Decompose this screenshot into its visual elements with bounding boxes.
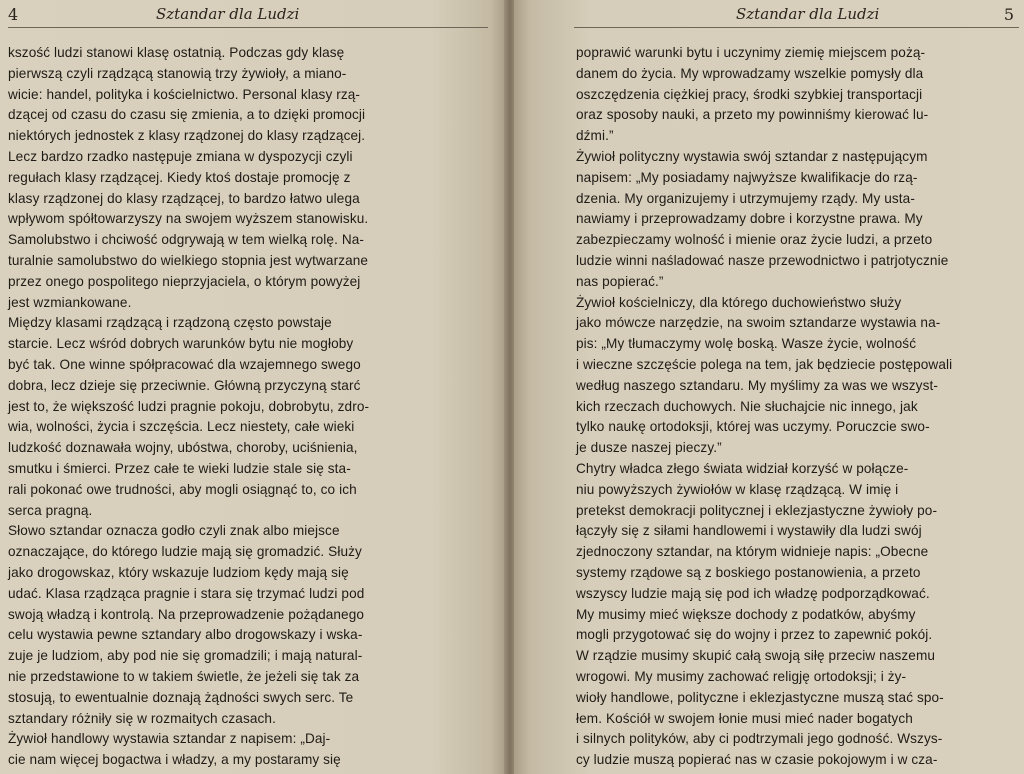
text-line: Żywioł kościelniczy, dla którego duchowieństwo służy [576, 294, 902, 310]
right-page-number: 5 [1003, 5, 1014, 24]
text-line: jest wzmiankowane. [8, 294, 132, 310]
text-line: nawiamy i przeprowadzamy dobre i korzystne prawa. My [576, 211, 923, 227]
text-line: pretekst demokracji politycznej i eklezjastyczne żywioły po- [576, 502, 938, 518]
text-line: swoją władzą i kontrolą. Na przeprowadzenie pożądanego [8, 606, 365, 622]
right-page-header [534, 5, 1014, 29]
text-line: niektórych jednostek z klasy rządzonej do klasy rządzącej. [8, 128, 366, 144]
text-line: i silnych polityków, aby ci podtrzymali jego godność. Wszys- [576, 731, 943, 747]
text-line: Słowo sztandar oznacza godło czyli znak albo miejsce [8, 523, 340, 539]
text-line: klasy rządzonej do klasy rządzącej, to bardzo łatwo ulega [8, 190, 360, 206]
text-line: Samolubstwo i chciwość odgrywają w tem wielką rolę. Na- [8, 232, 365, 248]
text-line: serca pragną. [8, 502, 93, 518]
text-line: nas popierać.” [576, 273, 664, 289]
left-page [0, 0, 506, 774]
text-line: My musimy mieć większe dochody z podatków, abyśmy [576, 606, 916, 622]
left-running-title: Sztandar dla Ludzi [156, 5, 300, 23]
text-line: pis: „My tłumaczymy wolę boską. Wasze życie, wolność [576, 336, 917, 352]
text-line: dzącej od czasu do czasu się zmienia, a to dzięki promocji [8, 107, 366, 123]
text-line: według naszego sztandaru. My myślimy za was we wszyst- [576, 377, 938, 393]
text-line: oraz sposoby nauki, a przeto my powinniśmy kierować lu- [576, 107, 929, 123]
right-page [514, 0, 1024, 774]
right-header-rule [574, 27, 1019, 28]
text-line: turalnie samolubstwo do wielkiego stopnia jest wytwarzane [8, 252, 369, 268]
text-line: jako mówcze narzędzie, na swoim sztandarze wystawia na- [576, 315, 941, 331]
left-page-body [8, 43, 484, 771]
text-line: Lecz bardzo rzadko następuje zmiana w dyspozycji czyli [8, 148, 353, 164]
text-line: zjednoczony sztandar, na którym widnieje napis: „Obecne [576, 544, 929, 560]
text-line: sztandary różniły się w rozmaitych czasach. [8, 710, 276, 726]
text-line: nie przedstawione to w takiem świetle, że jeżeli się tak za [8, 668, 360, 684]
text-line: wia, wolności, życia i szczęścia. Lecz niestety, całe wieki [8, 419, 355, 435]
text-line: dźmi.” [576, 128, 614, 144]
text-line: oszczędzenia ciężkiej pracy, środki szybkiej transportacji [576, 86, 923, 102]
text-line: zabezpieczamy wolność i mienie oraz życie ludzi, a przeto [576, 232, 933, 248]
text-line: jako drogowskaz, który wskazuje ludziom kędy mają się [8, 564, 349, 580]
text-line: wicie: handel, polityka i kościelnictwo. Personal klasy rzą- [8, 86, 361, 102]
right-page-body [576, 43, 1022, 771]
text-line: pierwszą czyli rządzącą stanowią trzy żywioły, a miano- [8, 65, 347, 81]
text-line: Chytry władca złego świata widział korzyść w połącze- [576, 460, 909, 476]
text-line: smutku i śmierci. Przez całe te wieki ludzie stale się sta- [8, 460, 351, 476]
text-line: zuje je ludziom, aby pod nie się gromadzili; i mają natural- [8, 648, 363, 664]
right-running-title: Sztandar dla Ludzi [736, 5, 880, 23]
text-line: stosują, to ewentualnie doznają żądności swych serc. Te [8, 689, 354, 705]
text-line: mogli przygotować się do wojny i przez to zapewnić pokój. [576, 627, 933, 643]
text-line: wszyscy ludzie mają się pod ich władzę podporządkować. [576, 585, 930, 601]
left-page-header [8, 5, 486, 29]
text-line: W rządzie musimy skupić całą swoją siłę przeciw naszemu [576, 648, 936, 664]
text-line: ludzie winni naśladować nasze przewodnictwo i patrjotycznie [576, 252, 949, 268]
text-line: cy ludzie muszą popierać nas w czasie pokojowym i w cza- [576, 752, 938, 768]
text-line: niu powyższych żywiołów w klasę rządzącą. W imię i [576, 481, 899, 497]
text-line: dobra, lecz dzieje się przeciwnie. Główną przyczyną starć [8, 377, 361, 393]
text-line: łem. Kościół w swojem łonie musi mieć nader bogatych [576, 710, 913, 726]
text-line: dzenia. My organizujemy i utrzymujemy rządy. My usta- [576, 190, 915, 206]
text-line: wioły handlowe, polityczne i eklezjastyczne muszą stać spo- [576, 689, 944, 705]
text-line: napisem: „My posiadamy najwyższe kwalifikacje do rzą- [576, 169, 918, 185]
text-line: Żywioł handlowy wystawia sztandar z napisem: „Daj- [8, 731, 331, 747]
text-line: celu wystawia pewne sztandary albo drogowskazy i wska- [8, 627, 363, 643]
left-header-rule [8, 27, 488, 28]
text-line: danem do życia. My wprowadzamy wszelkie pomysły dla [576, 65, 924, 81]
text-line: oznaczające, do którego ludzie mają się gromadzić. Służy [8, 544, 362, 560]
text-line: kszość ludzi stanowi klasę ostatnią. Podczas gdy klasę [8, 45, 345, 60]
text-line: i wieczne szczęście polega na tem, jak będziecie postępowali [576, 356, 953, 372]
text-line: regułach klasy rządzącej. Kiedy ktoś dostaje promocję z [8, 169, 351, 185]
text-line: być tak. One winne spółpracować dla wzajemnego swego [8, 356, 361, 372]
text-line: jest to, że większość ludzi pragnie pokoju, dobrobytu, zdro- [8, 398, 370, 414]
text-line: tylko naukę ortodoksji, której was uczymy. Poruczcie swo- [576, 419, 930, 435]
text-line: wrogowi. My musimy zachować religję ortodoksji; i ży- [576, 668, 907, 684]
text-line: ludzkość doznawała wojny, ubóstwa, choroby, uciśnienia, [8, 440, 358, 456]
text-line: udać. Klasa rządząca pragnie i stara się trzymać ludzi pod [8, 585, 365, 601]
text-line: Między klasami rządzącą i rządzoną często powstaje [8, 315, 332, 331]
text-line: poprawić warunki bytu i uczynimy ziemię miejscem pożą- [576, 45, 926, 60]
text-line: cie nam więcej bogactwa i władzy, a my postaramy się [8, 752, 341, 768]
text-line: rali pokonać owe trudności, aby mogli osiągnąć to, co ich [8, 481, 357, 497]
text-line: kich rzeczach duchowych. Nie słuchajcie nic innego, jak [576, 398, 918, 414]
text-line: łączyły się z siłami handlowemi i wystawiły dla ludzi swój [576, 523, 922, 539]
text-line: starcie. Lecz wśród dobrych warunków bytu nie mogłoby [8, 336, 354, 352]
text-line: systemy rządowe są z boskiego postanowienia, a przeto [576, 564, 921, 580]
text-line: przez onego pospolitego nieprzyjaciela, o którym powyżej [8, 273, 361, 289]
text-line: Żywioł polityczny wystawia swój sztandar z następującym [576, 148, 928, 164]
left-page-number: 4 [8, 5, 19, 24]
text-line: je dusze naszej pieczy.” [576, 440, 722, 456]
text-line: wpływom spółtowarzyszy na swojem wyższem stanowisku. [8, 211, 369, 227]
